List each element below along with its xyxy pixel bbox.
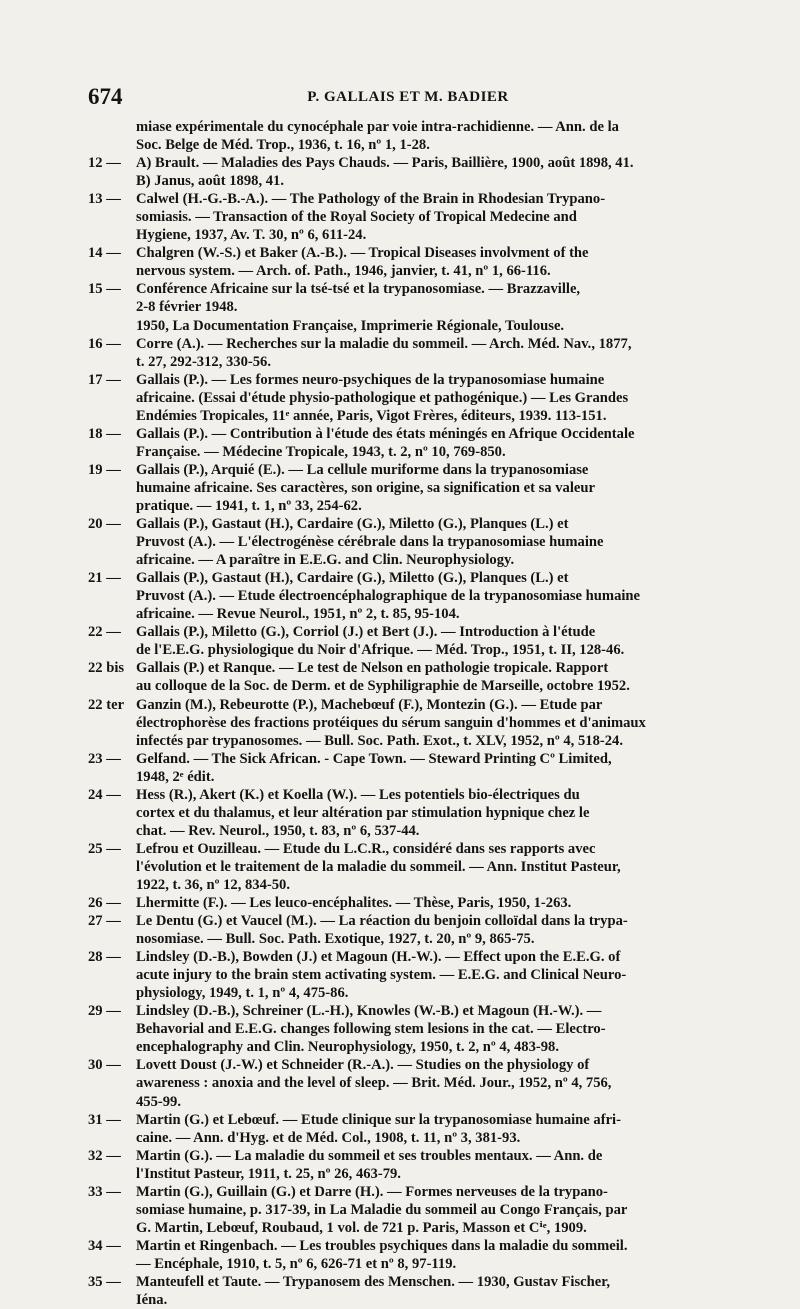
reference-line: somiase humaine, p. 317-39, in La Maladie du sommeil au Congo Français, par <box>136 1201 628 1218</box>
reference-line: infectés par trypanosomes. — Bull. Soc. Path. Exot., t. XLV, 1952, nº 4, 518-24. <box>136 732 623 749</box>
reference-entry <box>88 786 730 840</box>
reference-line: Pruvost (A.). — L'électrogénèse cérébrale dans la trypanosomiase humaine <box>136 534 604 551</box>
reference-text <box>136 461 730 515</box>
reference-line: — Encéphale, 1910, t. 5, nº 6, 626-71 et nº 8, 97-119. <box>136 1255 457 1272</box>
page-number: 674 <box>88 84 123 109</box>
reference-line: Hess (R.), Akert (K.) et Koella (W.). — Les potentiels bio-électriques du <box>136 786 580 803</box>
reference-number: 31 — <box>88 1111 121 1128</box>
reference-entry <box>88 280 730 334</box>
reference-line: G. Martin, Lebœuf, Roubaud, 1 vol. de 721 p. Paris, Masson et Cⁱᵉ, 1909. <box>136 1219 587 1236</box>
reference-line: Gelfand. — The Sick African. - Cape Town. — Steward Printing Cº Limited, <box>136 750 612 767</box>
reference-entry <box>88 1237 730 1273</box>
reference-line: 2-8 février 1948. <box>136 299 238 316</box>
reference-line: Gallais (P.), Arquié (E.). — La cellule muriforme dans la trypanosomiase <box>136 461 589 478</box>
reference-number: 22 — <box>88 624 121 641</box>
reference-number: 24 — <box>88 786 121 803</box>
reference-entry <box>88 623 730 659</box>
reference-line: awareness : anoxia and the level of sleep. — Brit. Méd. Jour., 1952, nº 4, 756, <box>136 1075 612 1092</box>
reference-line: Le Dentu (G.) et Vaucel (M.). — La réaction du benjoin colloïdal dans la trypa- <box>136 913 628 930</box>
reference-text <box>136 190 730 244</box>
reference-entry <box>88 425 730 461</box>
reference-text <box>136 1056 730 1110</box>
reference-number: 14 — <box>88 245 121 262</box>
reference-line: Gallais (P.), Gastaut (H.), Cardaire (G.), Miletto (G.), Planques (L.) et <box>136 570 569 587</box>
reference-line: Iéna. <box>136 1292 168 1309</box>
reference-entry <box>88 696 730 750</box>
reference-text <box>136 786 730 840</box>
reference-line: Calwel (H.-G.-B.-A.). — The Pathology of the Brain in Rhodesian Trypano- <box>136 191 606 208</box>
reference-entry <box>88 118 730 154</box>
reference-text <box>136 912 730 948</box>
reference-number: 18 — <box>88 425 121 442</box>
reference-entry <box>88 840 730 894</box>
reference-text <box>136 154 730 190</box>
reference-line: Ganzin (M.), Rebeurotte (P.), Machebœuf (F.), Montezin (G.). — Etude par <box>136 696 603 713</box>
reference-line: Lindsley (D.-B.), Schreiner (L.-H.), Knowles (W.-B.) et Magoun (H.-W.). — <box>136 1003 602 1020</box>
reference-number: 33 — <box>88 1183 121 1200</box>
reference-number: 19 — <box>88 461 121 478</box>
reference-text <box>136 335 730 371</box>
reference-line: Gallais (P.) et Ranque. — Le test de Nelson en pathologie tropicale. Rapport <box>136 660 609 677</box>
reference-entry <box>88 244 730 280</box>
reference-line: nosomiase. — Bull. Soc. Path. Exotique, 1927, t. 20, nº 9, 865-75. <box>136 931 535 948</box>
reference-line: 1948, 2ᵉ édit. <box>136 768 215 785</box>
reference-number: 23 — <box>88 750 121 767</box>
reference-line: Pruvost (A.). — Etude électroencéphalographique de la trypanosomiase humaine <box>136 588 641 605</box>
reference-number: 17 — <box>88 371 121 388</box>
reference-text <box>136 659 730 695</box>
reference-text <box>136 1147 730 1183</box>
reference-line: électrophorèse des fractions protéiques du sérum sanguin d'hommes et d'animaux <box>136 714 646 731</box>
reference-line: B) Janus, août 1898, 41. <box>136 173 284 190</box>
reference-text <box>136 244 730 280</box>
reference-line: 1922, t. 36, nº 12, 834-50. <box>136 876 290 893</box>
reference-number: 26 — <box>88 895 121 912</box>
reference-line: miase expérimentale du cynocéphale par voie intra-rachidienne. — Ann. de la <box>136 119 619 135</box>
reference-line: chat. — Rev. Neurol., 1950, t. 83, nº 6, 537-44. <box>136 822 420 839</box>
reference-entry <box>88 154 730 190</box>
reference-line: Martin (G.) et Lebœuf. — Etude clinique sur la trypanosomiase humaine afri- <box>136 1111 621 1128</box>
reference-entry <box>88 948 730 1002</box>
reference-text <box>136 1237 730 1273</box>
running-head: P. GALLAIS ET M. BADIER <box>307 89 509 105</box>
reference-number: 15 — <box>88 281 121 298</box>
reference-line: physiology, 1949, t. 1, nº 4, 475-86. <box>136 985 349 1002</box>
reference-line: de l'E.E.G. physiologique du Noir d'Afrique. — Méd. Trop., 1951, t. II, 128-46. <box>136 642 625 659</box>
reference-text <box>136 623 730 659</box>
reference-number: 22 ter <box>88 696 125 713</box>
reference-line: cortex et du thalamus, et leur altération par stimulation hypnique chez le <box>136 804 590 821</box>
reference-line: Gallais (P.), Miletto (G.), Corriol (J.) et Bert (J.). — Introduction à l'étude <box>136 624 596 641</box>
reference-line: Endémies Tropicales, 11ᵉ année, Paris, Vigot Frères, éditeurs, 1939. 113-151. <box>136 407 607 424</box>
reference-text <box>136 1273 730 1309</box>
reference-line: A) Brault. — Maladies des Pays Chauds. — Paris, Baillière, 1900, août 1898, 41. <box>136 155 634 172</box>
reference-line: Lhermitte (F.). — Les leuco-encéphalites. — Thèse, Paris, 1950, 1-263. <box>136 895 572 912</box>
reference-line: africaine. — A paraître in E.E.G. and Clin. Neurophysiology. <box>136 552 515 569</box>
reference-line: encephalography and Clin. Neurophysiology, 1950, t. 2, nº 4, 483-98. <box>136 1039 559 1056</box>
reference-line: Lovett Doust (J.-W.) et Schneider (R.-A.). — Studies on the physiology of <box>136 1057 590 1074</box>
reference-line: Corre (A.). — Recherches sur la maladie du sommeil. — Arch. Méd. Nav., 1877, <box>136 335 632 352</box>
reference-line: Martin (G.), Guillain (G.) et Darre (H.). — Formes nerveuses de la trypano- <box>136 1183 608 1200</box>
reference-line: caine. — Ann. d'Hyg. et de Méd. Col., 1908, t. 11, nº 3, 381-93. <box>136 1129 521 1146</box>
reference-number: 12 — <box>88 155 121 172</box>
reference-text <box>136 696 730 750</box>
reference-text <box>136 894 730 912</box>
reference-line: Gallais (P.). — Les formes neuro-psychiques de la trypanosomiase humaine <box>136 371 605 388</box>
reference-line: Lindsley (D.-B.), Bowden (J.) et Magoun (H.-W.). — Effect upon the E.E.G. of <box>136 949 621 966</box>
reference-text <box>136 840 730 894</box>
reference-line: Soc. Belge de Méd. Trop., 1936, t. 16, nº 1, 1-28. <box>136 137 430 154</box>
reference-line: l'Institut Pasteur, 1911, t. 25, nº 26, 463-79. <box>136 1165 401 1182</box>
reference-entry <box>88 1111 730 1147</box>
reference-text <box>136 280 730 334</box>
reference-line: Conférence Africaine sur la tsé-tsé et la trypanosomiase. — Brazzaville, <box>136 281 581 298</box>
reference-line: humaine africaine. Ses caractères, son origine, sa signification et sa valeur <box>136 479 595 496</box>
reference-number: 27 — <box>88 913 121 930</box>
reference-line: Chalgren (W.-S.) et Baker (A.-B.). — Tropical Diseases involvment of the <box>136 245 589 262</box>
reference-line: Martin (G.). — La maladie du sommeil et ses troubles mentaux. — Ann. de <box>136 1147 603 1164</box>
reference-line: pratique. — 1941, t. 1, nº 33, 254-62. <box>136 497 362 514</box>
reference-text <box>136 948 730 1002</box>
reference-number: 20 — <box>88 516 121 533</box>
reference-line: 455-99. <box>136 1093 181 1110</box>
reference-entry <box>88 335 730 371</box>
reference-line: Martin et Ringenbach. — Les troubles psychiques dans la maladie du sommeil. <box>136 1237 628 1254</box>
reference-entry <box>88 1273 730 1309</box>
reference-text <box>136 515 730 569</box>
reference-line: africaine. — Revue Neurol., 1951, nº 2, t. 85, 95-104. <box>136 606 460 623</box>
page-header <box>88 84 728 114</box>
reference-number: 13 — <box>88 191 121 208</box>
reference-number: 28 — <box>88 949 121 966</box>
reference-line: 1950, La Documentation Française, Imprimerie Régionale, Toulouse. <box>136 317 565 334</box>
reference-number: 34 — <box>88 1237 121 1254</box>
reference-number: 35 — <box>88 1274 121 1290</box>
reference-list <box>88 118 730 1309</box>
reference-number: 22 bis <box>88 660 125 677</box>
reference-entry <box>88 515 730 569</box>
reference-text <box>136 425 730 461</box>
reference-text <box>136 118 730 154</box>
reference-entry <box>88 1183 730 1237</box>
reference-text <box>136 750 730 786</box>
reference-line: Hygiene, 1937, Av. T. 30, nº 6, 611-24. <box>136 227 367 244</box>
reference-text <box>136 1111 730 1147</box>
reference-number: 21 — <box>88 570 121 587</box>
reference-text <box>136 569 730 623</box>
reference-text <box>136 371 730 425</box>
reference-entry <box>88 1002 730 1056</box>
reference-line: somiasis. — Transaction of the Royal Society of Tropical Medecine and <box>136 209 577 226</box>
reference-line: africaine. (Essai d'étude physio-pathologique et pathogénique.) — Les Grandes <box>136 389 629 406</box>
reference-line: acute injury to the brain stem activating system. — E.E.G. and Clinical Neuro- <box>136 967 627 984</box>
reference-entry <box>88 371 730 425</box>
reference-entry <box>88 912 730 948</box>
reference-line: Behavorial and E.E.G. changes following stem lesions in the cat. — Electro- <box>136 1021 606 1038</box>
reference-entry <box>88 750 730 786</box>
reference-text <box>136 1002 730 1056</box>
reference-entry <box>88 1147 730 1183</box>
reference-number: 25 — <box>88 840 121 857</box>
reference-line: Lefrou et Ouzilleau. — Etude du L.C.R., considéré dans ses rapports avec <box>136 840 596 857</box>
reference-line: au colloque de la Soc. de Derm. et de Syphiligraphie de Marseille, octobre 1952. <box>136 678 630 695</box>
reference-entry <box>88 569 730 623</box>
reference-line: Manteufell et Taute. — Trypanosem des Menschen. — 1930, Gustav Fischer, <box>136 1274 611 1290</box>
reference-line: t. 27, 292-312, 330-56. <box>136 353 271 370</box>
reference-line: nervous system. — Arch. of. Path., 1946, janvier, t. 41, nº 1, 66-116. <box>136 263 551 280</box>
reference-line: Gallais (P.), Gastaut (H.), Cardaire (G.), Miletto (G.), Planques (L.) et <box>136 516 569 533</box>
reference-text <box>136 1183 730 1237</box>
reference-number: 29 — <box>88 1003 121 1020</box>
reference-line: l'évolution et le traitement de la maladie du sommeil. — Ann. Institut Pasteur, <box>136 858 621 875</box>
reference-line: Gallais (P.). — Contribution à l'étude des états méningés en Afrique Occidentale <box>136 425 635 442</box>
reference-entry <box>88 1056 730 1110</box>
reference-entry <box>88 659 730 695</box>
reference-entry <box>88 461 730 515</box>
reference-entry <box>88 190 730 244</box>
reference-number: 16 — <box>88 335 121 352</box>
reference-line: Française. — Médecine Tropicale, 1943, t. 2, nº 10, 769-850. <box>136 443 506 460</box>
reference-number: 30 — <box>88 1057 121 1074</box>
reference-entry <box>88 894 730 912</box>
reference-number: 32 — <box>88 1147 121 1164</box>
